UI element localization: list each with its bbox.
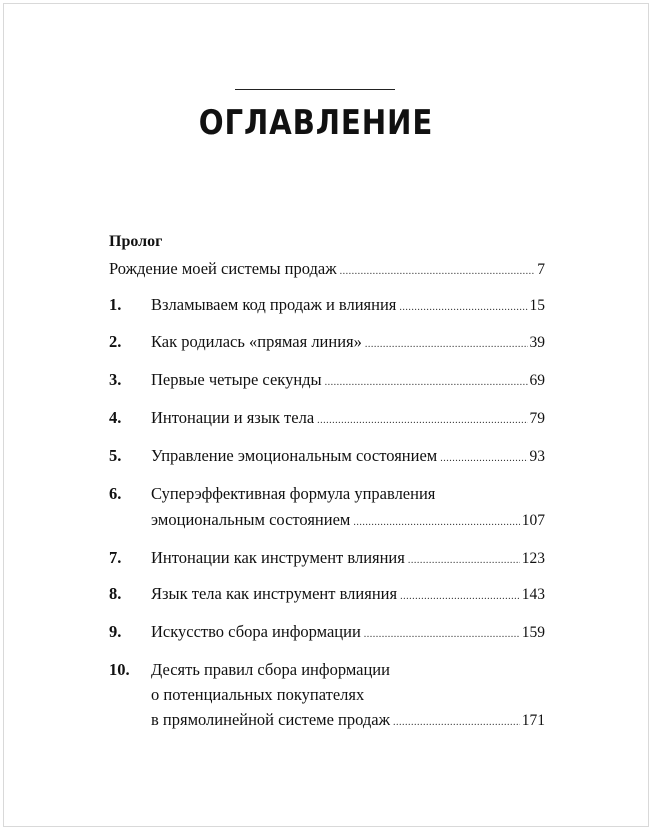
toc-line[interactable] [151,369,545,391]
chapter-number: 1. [109,295,122,314]
toc-entry-title-line: Суперэффективная формула управления [151,484,436,503]
dot-leader [317,410,527,432]
toc-page-number: 123 [521,550,545,567]
toc-line[interactable] [151,445,545,467]
dot-leader [365,334,528,356]
toc-page-number: 15 [529,297,545,314]
toc-entry-title-line: о потенциальных покупателях [151,685,365,704]
toc-page-number: 79 [529,410,545,427]
toc-line[interactable] [151,331,545,353]
toc-entry-title: Интонации и язык тела [151,408,315,427]
chapter-number: 4. [109,408,122,427]
toc-entry-title: Интонации как инструмент влияния [151,548,405,567]
toc-entry-title: в прямолинейной системе продаж [151,710,391,729]
toc-line[interactable] [151,621,545,643]
dot-leader [364,624,520,646]
toc-entry-title: Искусство сбора информации [151,622,361,641]
chapter-number: 5. [109,446,122,465]
toc-entry-title-line: Десять правил сбора информации [151,660,390,679]
toc-line[interactable] [151,583,545,605]
chapter-number: 9. [109,622,122,641]
toc-entry-title: Рождение моей системы продаж [109,259,337,278]
toc-page-number: 69 [529,372,545,389]
dot-leader [340,261,536,283]
toc-line[interactable] [151,294,545,316]
toc-line[interactable] [151,509,545,531]
toc-line[interactable] [151,709,545,731]
toc-page-number: 39 [529,334,545,351]
toc-page-number: 143 [521,586,545,603]
dot-leader [408,550,520,572]
chapter-number: 3. [109,370,122,389]
toc-line[interactable] [151,407,545,429]
toc-entry-title: Как родилась «прямая линия» [151,332,362,351]
chapter-number: 6. [109,484,122,503]
dot-leader [325,372,528,394]
chapter-number: 10. [109,660,130,679]
toc-entry-title: Взламываем код продаж и влияния [151,295,397,314]
toc-entry-title: эмоциональным состоянием [151,510,351,529]
dot-leader [353,512,519,534]
toc-page-number: 159 [521,624,545,641]
dot-leader [440,448,527,470]
toc-page-number: 107 [521,512,545,529]
toc-entry-title: Язык тела как инструмент влияния [151,584,398,603]
toc-line[interactable] [151,547,545,569]
chapter-number: 7. [109,548,122,567]
dot-leader [393,712,520,734]
chapter-number: 8. [109,584,122,603]
chapter-number: 2. [109,332,122,351]
toc-page-number: 7 [537,261,545,278]
page-title: ОГЛАВЛЕНИЕ [198,103,434,143]
toc-entry-prolog[interactable] [109,258,545,280]
toc-page-number: 93 [529,448,545,465]
dot-leader [400,586,520,608]
toc-entry-title: Управление эмоциональным состоянием [151,446,438,465]
toc-entry-title: Первые четыре секунды [151,370,322,389]
prolog-heading: Пролог [109,233,163,250]
dot-leader [399,297,527,319]
title-rule [235,89,395,90]
toc-page-number: 171 [521,712,545,729]
